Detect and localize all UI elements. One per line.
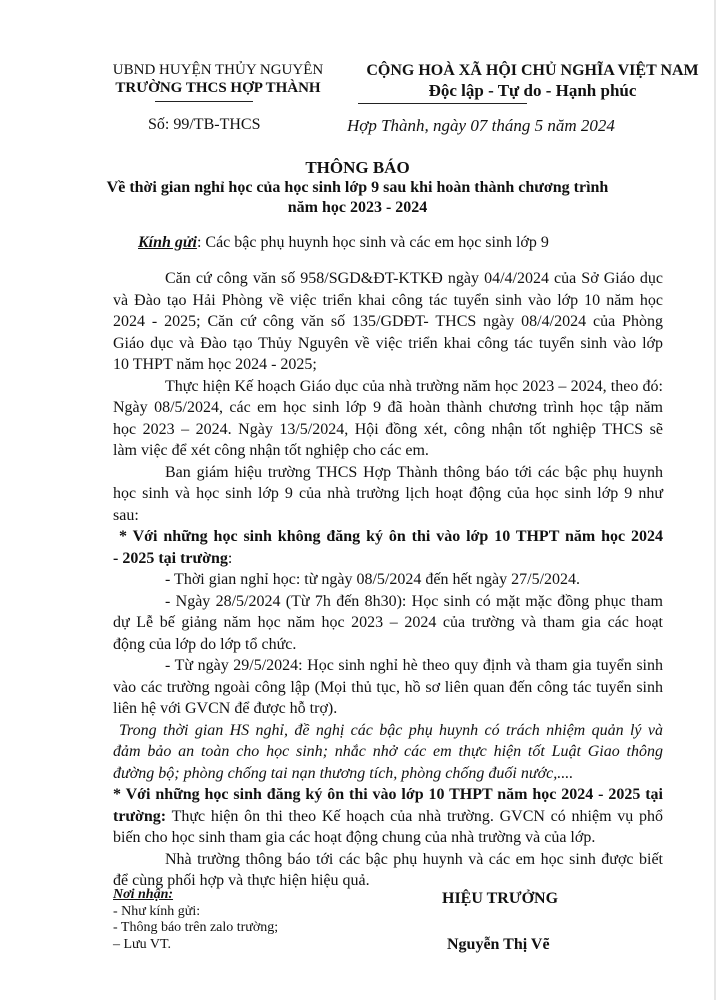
text-line: vào các trường ngoài công lập (Mọi thủ tục, hồ sơ liên quan đến công tác tuyển sinh	[113, 678, 663, 696]
text-line: để cùng phối hợp và thực hiện hiệu quả.	[113, 872, 370, 889]
text-line: 2024 - 2025; Căn cứ công văn số 135/GDĐT- THCS ngày 08/4/2024 của Phòng	[113, 313, 663, 330]
paragraph-plan	[113, 376, 663, 462]
section-not-registered-heading	[113, 526, 663, 569]
document-number: Số: 99/TB-THCS	[148, 116, 261, 133]
agency-name: UBND HUYỆN THỦY NGUYÊN	[112, 62, 324, 78]
text-line: * Với những học sinh đăng ký ôn thi vào lớp 10 THPT năm học 2024 - 2025 tại	[113, 786, 663, 803]
nation-name: CỘNG HOÀ XÃ HỘI CHỦ NGHĨA VIỆT NAM	[366, 62, 699, 79]
title-sub-line1: Về thời gian nghỉ học của học sinh lớp 9 sau khi hoàn thành chương trình	[106, 179, 609, 196]
text-line: Nhà trường thông báo tới các bậc phụ huynh và các em học sinh được biết	[165, 850, 663, 868]
text-line: liên hệ với GVCN để được hỗ trợ).	[113, 700, 338, 717]
text-line: sau:	[113, 506, 139, 524]
item-closing-ceremony	[113, 591, 663, 656]
text-line: Thực hiện Kế hoạch Giáo dục của nhà trường năm học 2023 – 2024, theo đó:	[165, 377, 663, 395]
recipient-item: - Như kính gửi:	[113, 903, 201, 919]
issuer-block	[98, 61, 338, 97]
recipient-label: Kính gửi	[138, 234, 197, 251]
text-colon: :	[227, 549, 233, 567]
text-line: dự Lễ bế giảng năm học năm học 2023 – 2024 của trường và tham gia các hoạt	[113, 614, 663, 631]
text-line: học sinh và học sinh lớp 9 của nhà trường lịch hoạt động của học sinh lớp 9 như	[113, 485, 663, 502]
notice-title	[95, 158, 620, 218]
text-line: 10 THPT năm học 2024 - 2025;	[113, 356, 317, 373]
paragraph-legal-basis	[113, 268, 663, 376]
text-line: - 2025 tại trường	[113, 549, 228, 567]
text-line: Thực hiện ôn thi theo Kế hoạch của nhà trường. GVCN có nhiệm vụ phổ	[166, 807, 663, 825]
recipient-item: - Thông báo trên zalo trường;	[113, 920, 279, 935]
recipient-item: – Lưu VT.	[113, 936, 172, 952]
motto: Độc lập - Tự do - Hạnh phúc	[428, 81, 637, 100]
school-name: TRƯỜNG THCS HỢP THÀNH	[115, 80, 321, 96]
text-line: - Ngày 28/5/2024 (Từ 7h đến 8h30): Học sinh có mặt mặc đồng phục tham	[165, 592, 663, 610]
title-main: THÔNG BÁO	[305, 158, 410, 177]
text-line: học 2023 – 2024. Ngày 13/5/2024, Hội đồng xét, công nhận tốt nghiệp THCS sẽ	[113, 420, 663, 438]
text-line: và Đào tạo Hải Phòng về việc triển khai công tác tuyển sinh vào lớp 10 năm học	[113, 291, 663, 309]
text-line: làm việc để xét công nhận tốt nghiệp cho các em.	[113, 442, 429, 459]
title-sub-line2: năm học 2023 - 2024	[287, 199, 428, 216]
text-line: Trong thời gian HS nghỉ, đề nghị các bậc phụ huynh có trách nhiệm quản lý và	[119, 721, 663, 739]
signer-title: HIỆU TRƯỞNG	[442, 890, 559, 907]
text-line: - Thời gian nghỉ học: từ ngày 08/5/2024 đến hết ngày 27/5/2024.	[165, 571, 581, 588]
text-bold: trường:	[113, 807, 167, 825]
issuer-underline	[155, 101, 253, 102]
place-date: Hợp Thành, ngày 07 tháng 5 năm 2024	[347, 116, 615, 135]
recipient-line	[138, 234, 549, 252]
safety-note	[113, 720, 663, 785]
item-summer-break	[113, 655, 663, 720]
recipients-label: Nơi nhận:	[113, 887, 174, 902]
text-line: Giáo dục và Đào tạo Thủy Nguyên về việc triển khai công tác tuyển sinh vào lớp	[113, 334, 663, 352]
item-break-period	[113, 569, 663, 591]
text-line: động của lớp do lớp tổ chức.	[113, 635, 297, 653]
text-line: đảm bảo an toàn cho học sinh; nhắc nhở các em thực hiện tốt Luật Giao thông	[113, 743, 663, 760]
paragraph-announcement	[113, 462, 663, 527]
recipients-list	[113, 887, 278, 953]
section-registered	[113, 784, 663, 849]
signer-name: Nguyễn Thị Vẽ	[447, 936, 550, 953]
text-line: biến cho học sinh tham gia các hoạt động chung của nhà trường và của lớp.	[113, 829, 596, 846]
text-line: Căn cứ công văn số 958/SGD&ĐT-KTKĐ ngày 04/4/2024 của Sở Giáo dục	[165, 270, 663, 287]
motto-underline	[358, 103, 527, 104]
notice-body	[113, 268, 663, 892]
recipient-text: : Các bậc phụ huynh học sinh và các em học sinh lớp 9	[196, 234, 549, 251]
closing-paragraph	[113, 849, 663, 892]
text-line: Ban giám hiệu trường THCS Hợp Thành thông báo tới các bậc phụ huynh	[165, 463, 663, 481]
national-heading	[345, 61, 716, 101]
text-line: đường bộ; phòng chống tai nạn thương tích, phòng chống đuối nước,....	[113, 764, 574, 782]
text-line: - Từ ngày 29/5/2024: Học sinh nghỉ hè theo quy định và tham gia tuyển sinh	[165, 657, 663, 674]
text-line: Ngày 08/5/2024, các em học sinh lớp 9 đã hoàn thành chương trình học tập năm	[113, 399, 663, 416]
text-line: * Với những học sinh không đăng ký ôn thi vào lớp 10 THPT năm học 2024	[119, 528, 663, 545]
